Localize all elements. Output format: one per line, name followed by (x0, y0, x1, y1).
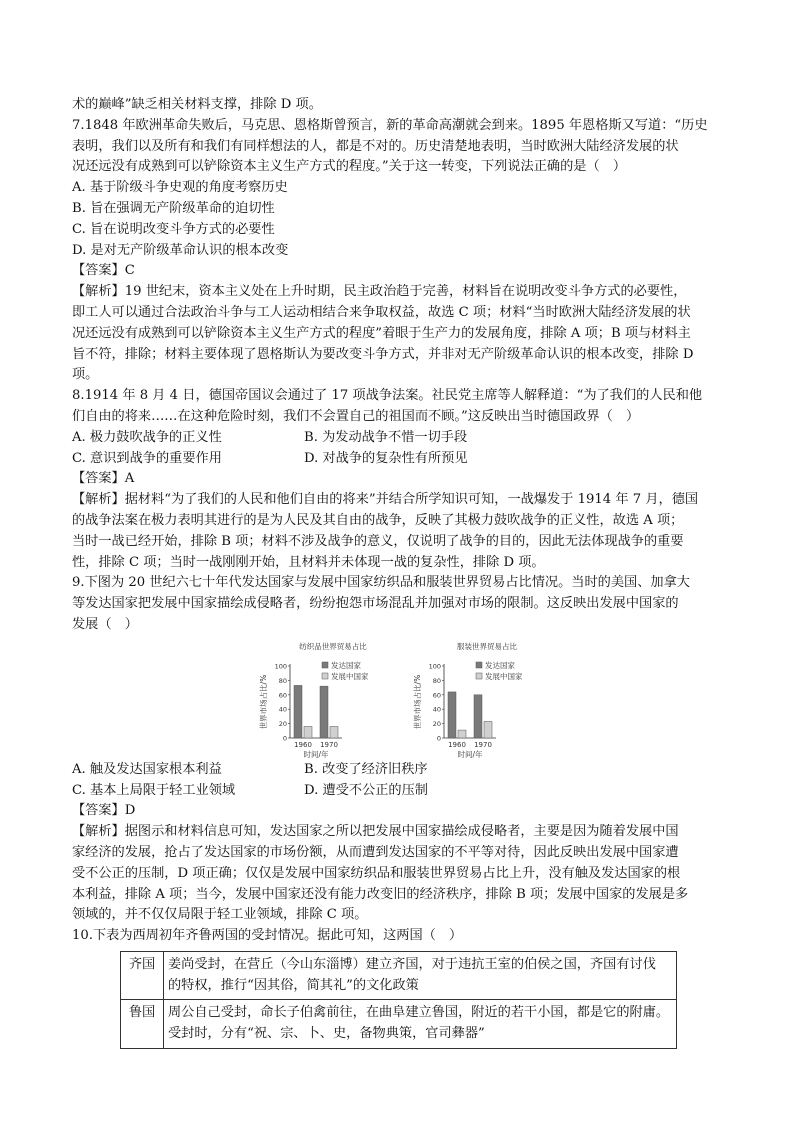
table-cell-description (164, 951, 677, 1000)
intro-line: 术的巅峰”缺乏相关材料支撑，排除 D 项。 (72, 97, 322, 112)
legend-label: 发展中国家 (331, 671, 369, 681)
x-axis-label: 时间/年 (303, 749, 329, 759)
description-line: 受封时，分有“祝、宗、卜、史，备物典策，官司彝器” (168, 1026, 485, 1042)
q9-stem-line: 发展（ ） (72, 616, 138, 632)
q8-answer: 【答案】A (72, 471, 135, 487)
q7-answer: 【答案】C (72, 263, 135, 279)
x-tick-label: 1960 (448, 740, 466, 749)
q7-analysis-line: 项。 (72, 367, 99, 383)
chart-title: 服装世界贸易占比 (457, 641, 517, 651)
q9-analysis-line: 本利益，排除 A 项；当今，发展中国家还没有能力改变旧的经济秩序，排除 B 项；发展中国家的发展是多 (72, 886, 689, 902)
q7-stem-line: 7.1848 年欧洲革命失败后，马克思、恩格斯曾预言，新的革命高潮就会到来。1895 年恩格斯又写道：“历史 (72, 117, 708, 133)
q9-analysis-line: 领域的，并不仅仅局限于轻工业领域，排除 C 项。 (72, 907, 368, 923)
bar-developing (304, 726, 312, 738)
legend-swatch (322, 673, 328, 679)
question-9 (72, 573, 722, 926)
q8-stem-line: 8.1914 年 8 月 4 日，德国帝国议会通过了 17 项战争法案。社民党主席等人解释道：“为了我们的人民和他 (72, 388, 703, 404)
q8-analysis-line: 性，排除 C 项；当时一战刚刚开始，且材料并未体现一战的复杂性，排除 D 项。 (72, 554, 545, 570)
q9-analysis-line: 受不公正的压制，D 项正确；仅仅是发展中国家纺织品和服装世界贸易占比上升，没有触及发达国家的根 (72, 865, 681, 881)
q9-stem-line: 9.下图为 20 世纪六七十年代发达国家与发展中国家纺织品和服装世界贸易占比情况。当时的美国、加拿大 (72, 575, 690, 591)
q9-analysis-line: 【解析】据图示和材料信息可知，发达国家之所以把发展中国家描绘成侵略者，主要是因为随着发展中国 (72, 824, 679, 840)
q8-option-c: C. 意识到战争的重要作用 (72, 450, 222, 466)
y-tick-label: 60 (432, 691, 441, 700)
y-axis-label: 世界市场占比/% (259, 674, 268, 730)
q7-option-d: D. 是对无产阶级革命认识的根本改变 (72, 242, 289, 258)
q8-option-a: A. 极力鼓吹战争的正义性 (72, 429, 222, 445)
q7-analysis-line: 【解析】19 世纪末，资本主义处在上升时期，民主政治趋于完善，材料旨在说明改变斗争方式的必要性， (72, 284, 687, 300)
legend-swatch (476, 673, 482, 679)
legend-swatch (322, 662, 328, 668)
legend-label: 发展中国家 (485, 671, 523, 681)
y-tick-label: 100 (428, 662, 441, 671)
y-axis-label: 世界市场占比/% (413, 674, 422, 730)
table-row (121, 1000, 677, 1049)
bar-developing (484, 721, 492, 738)
q8-option-d: D. 对战争的复杂性有所预见 (304, 450, 468, 466)
y-tick-label: 40 (278, 705, 287, 714)
q7-option-a: A. 基于阶级斗争史观的角度考察历史 (72, 180, 288, 196)
q8-options-row (72, 428, 722, 449)
q7-stem-line: 况还远没有成熟到可以铲除资本主义生产方式的程度。”关于这一转变，下列说法正确的是（ ） (72, 159, 627, 175)
q9-option-c: C. 基本上局限于轻工业领域 (72, 782, 236, 798)
q9-option-d: D. 遭受不公正的压制 (304, 782, 428, 798)
y-tick-label: 60 (278, 691, 287, 700)
clothing-trade-share-chart (412, 640, 562, 760)
x-tick-label: 1970 (474, 740, 492, 749)
y-tick-label: 0 (436, 734, 441, 743)
description-line: 周公自己受封，命长子伯禽前往，在曲阜建立鲁国，附近的若干小国，都是它的附庸。 (168, 1005, 670, 1021)
q9-option-b: B. 改变了经济旧秩序 (304, 761, 428, 777)
q9-charts (72, 640, 722, 760)
y-tick-label: 100 (274, 662, 287, 671)
textile-trade-share-chart (258, 640, 408, 760)
x-tick-label: 1960 (294, 740, 312, 749)
q8-analysis-line: 【解析】据材料“为了我们的人民和他们自由的将来”并结合所学知识可知，一战爆发于 1914 年 7 月，德国 (72, 492, 699, 508)
q9-option-a: A. 触及发达国家根本利益 (72, 761, 222, 777)
q8-options-row (72, 449, 722, 470)
table-cell-description (164, 1000, 677, 1049)
chart-title: 纺织品世界贸易占比 (299, 641, 367, 651)
q9-answer: 【答案】D (72, 803, 136, 819)
q9-stem-line: 等发达国家把发展中国家描绘成侵略者，纷纷抱怨市场混乱并加强对市场的限制。这反映出发展中国家的 (72, 596, 679, 612)
bar-developed (448, 692, 456, 738)
q8-stem-line: 们自由的将来……在这种危险时刻，我们不会置自己的祖国而不顾。”这反映出当时德国政界（ ） (72, 408, 640, 424)
document-page (72, 95, 722, 1049)
table-cell-state: 齐国 (121, 951, 164, 1000)
q10-stem: 10.下表为西周初年齐鲁两国的受封情况。据此可知，这两国（ ） (72, 928, 463, 944)
bar-developed (320, 686, 328, 738)
x-axis-label: 时间/年 (457, 749, 483, 759)
y-tick-label: 0 (282, 734, 287, 743)
q8-analysis-line: 当时一战已经开始，排除 B 项；材料不涉及战争的意义，仅说明了战争的目的，因此无法体现战争的重要 (72, 533, 684, 549)
q9-options-row (72, 760, 722, 781)
y-tick-label: 80 (278, 676, 287, 685)
q7-option-c: C. 旨在说明改变斗争方式的必要性 (72, 221, 275, 237)
bar-developing (330, 726, 338, 738)
q7-analysis-line: 况还远没有成熟到可以铲除资本主义生产方式的程度”着眼于生产力的发展角度，排除 A 项；B 项与材料主 (72, 325, 691, 341)
x-tick-label: 1970 (320, 740, 338, 749)
q8-analysis-line: 的战争法案在极力表明其进行的是为人民及其自由的战争，反映了其极力鼓吹战争的正义性，故选 A 项； (72, 512, 684, 528)
q7-analysis-line: 旨不符，排除；材料主要体现了恩格斯认为要改变斗争方式，并非对无产阶级革命认识的根本改变，排除 D (72, 346, 694, 362)
legend-label: 发达国家 (331, 660, 361, 670)
y-tick-label: 40 (432, 705, 441, 714)
q8-option-b: B. 为发动战争不惜一切手段 (304, 429, 468, 445)
table-row (121, 951, 677, 1000)
bar-developed (474, 695, 482, 738)
q7-analysis-line: 即工人可以通过合法政治斗争与工人运动相结合来争取权益，故选 C 项；材料“当时欧洲大陆经济发展的状 (72, 304, 691, 320)
bar-developed (294, 685, 302, 738)
y-tick-label: 20 (278, 719, 287, 728)
legend-label: 发达国家 (485, 660, 515, 670)
fief-table (120, 951, 677, 1049)
legend-swatch (476, 662, 482, 668)
question-7 (72, 116, 722, 386)
question-10 (72, 926, 722, 1049)
description-line: 姜尚受封，在营丘（今山东淄博）建立齐国，对于违抗王室的伯侯之国，齐国有讨伐 (168, 956, 656, 972)
y-tick-label: 20 (432, 719, 441, 728)
question-8 (72, 386, 722, 573)
y-tick-label: 80 (432, 676, 441, 685)
q9-options-row (72, 781, 722, 802)
q7-option-b: B. 旨在强调无产阶级革命的迫切性 (72, 200, 275, 216)
description-line: 的特权，推行“因其俗，简其礼”的文化政策 (168, 977, 419, 993)
table-cell-state: 鲁国 (121, 1000, 164, 1049)
bar-developing (458, 730, 466, 738)
q7-stem-line: 表明，我们以及所有和我们有同样想法的人，都是不对的。历史清楚地表明，当时欧洲大陆经济发展的状 (72, 138, 679, 154)
q9-analysis-line: 家经济的发展，抢占了发达国家的市场份额，从而遭到发达国家的不平等对待，因此反映出发展中国家遭 (72, 844, 679, 860)
